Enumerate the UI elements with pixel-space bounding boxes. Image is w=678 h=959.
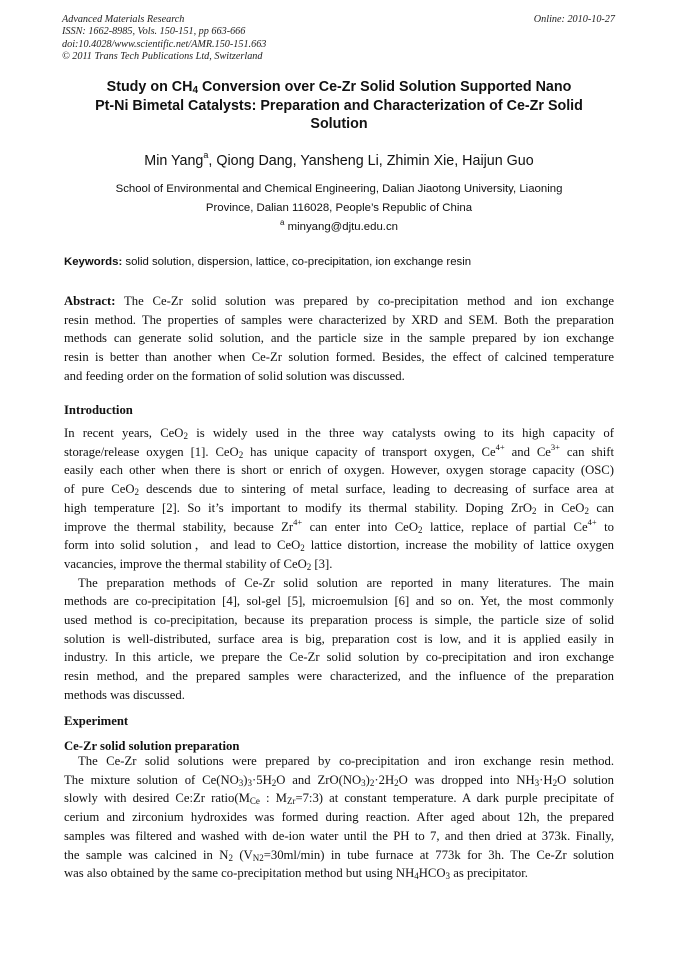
text-run: ) (243, 772, 248, 787)
text-run: 3 (361, 777, 366, 788)
text-run (64, 424, 614, 443)
text-run: 4+ (293, 516, 303, 527)
abstract-line: and feeding order on the formation of solid solution was discussed. (64, 368, 405, 383)
text-run: is widely used in the three way catalysts owing to its high capacity of (187, 426, 615, 440)
text-run: O solution (557, 772, 614, 787)
text-run: 2 (183, 431, 188, 441)
author-list (62, 152, 616, 170)
text-run (64, 518, 614, 537)
text-run: 3+ (550, 441, 560, 452)
text-run (64, 846, 614, 865)
text-run: Ce (249, 796, 260, 807)
text-run: O and ZrO(NO (276, 772, 362, 787)
text-run (64, 480, 614, 499)
text-run: ·5H (252, 772, 272, 787)
text-run: =30ml/min) in tube furnace at 773k for 3h. The Ce-Zr solution (263, 847, 614, 862)
keywords-label: Keywords: (64, 256, 123, 268)
title-part1: Study on CH (106, 79, 193, 95)
text-run: 4+ (495, 441, 505, 452)
text-run: in CeO (536, 500, 585, 515)
text-run: 2 (532, 505, 537, 516)
affiliation (62, 180, 616, 237)
copyright-line: © 2011 Trans Tech Publications Ltd, Switzerland (62, 51, 263, 63)
experiment-body (64, 752, 614, 883)
section-heading-introduction: Introduction (64, 403, 133, 417)
text-run: 3 (534, 777, 540, 788)
author-sup: a (203, 150, 209, 160)
text-run: samples was filtered and washed with de-ion water until the PH to 7, and then dried at 373k. Finally, (64, 828, 614, 843)
text-run (64, 864, 614, 883)
doi-line: doi:10.4028/www.scientific.net/AMR.150-151.663 (62, 38, 267, 50)
text-run: The Ce-Zr solid solutions were prepared by co-precipitation and iron exchange resin method. (78, 754, 614, 768)
text-run: to (596, 519, 614, 534)
text-run (64, 499, 614, 518)
text-run: 3 (445, 871, 451, 882)
text-run: slowly with desired Ce:Zr ratio(M (64, 791, 250, 806)
abstract (64, 292, 614, 386)
text-run: industry. In this article, we prepare the Ce-Zr solid solution by co-precipitation and iron exchange (64, 650, 614, 665)
online-date: Online: 2010-10-27 (533, 14, 615, 25)
text-run: 2 (228, 852, 233, 863)
text-run: 2 (306, 561, 312, 572)
text-run: 2 (271, 777, 277, 788)
introduction-body (64, 424, 614, 705)
text-run: easily each other when there is short or enrich of oxygen. However, oxygen storage capacity (OSC) (64, 463, 614, 478)
text-run (64, 789, 614, 808)
text-run: (V (232, 847, 253, 862)
text-run: : M (259, 791, 287, 806)
text-run: as precipitator. (450, 866, 528, 881)
text-run: vacancies, improve the thermal stability of CeO (64, 556, 307, 571)
text-run: high temperature [2]. So it’s important to modify its thermal stability. Doping ZrO (64, 500, 532, 515)
text-run: ·H (539, 772, 553, 787)
text-run: 3 (238, 777, 244, 788)
text-run: =7:3) at constant temperature. A dark purple precipitate of (295, 791, 615, 806)
text-run: used method is co-precipitation, because its preparation process is simple, the particle size of solid (64, 613, 614, 628)
text-run: methods are co-precipitation [4], sol-gel [5], microemulsion [6] and so on. Yet, the most commonly (64, 594, 614, 609)
text-run (64, 555, 614, 574)
author-first: Min Yang (144, 153, 204, 169)
text-run: can shift (559, 444, 614, 459)
text-run: 2 (417, 524, 423, 535)
abstract-label: Abstract: (64, 294, 116, 308)
text-run: and Ce (504, 444, 551, 459)
section-heading-experiment: Experiment (64, 714, 129, 728)
text-run: 3 (247, 777, 253, 788)
email-sup: a (280, 218, 285, 227)
text-run: was also obtained by the same co-precipitation method but using NH (64, 866, 415, 881)
text-run: 2 (134, 487, 140, 498)
issn-line: ISSN: 1662-8985, Vols. 150-151, pp 663-666 (62, 26, 246, 38)
abstract-line: resin is better than another when Ce-Zr solution formed. Besides, the effect of calcined temperature (64, 350, 614, 365)
keywords (64, 255, 616, 269)
email-address: minyang@djtu.edu.cn (287, 221, 398, 233)
text-run: descends due to sintering of metal surface, leading to decreasing of surface area at (139, 482, 614, 497)
text-run: 4 (414, 871, 419, 882)
title-part2: Conversion over Ce-Zr Solid Solution Supported Nano (198, 79, 572, 95)
text-run: can enter into CeO (302, 519, 418, 534)
affiliation-line1: School of Environmental and Chemical Engineering, Dalian Jiaotong University, Liaoning (115, 183, 563, 195)
text-run: 2 (552, 777, 558, 788)
text-run: 2 (238, 449, 244, 460)
text-run: storage/release oxygen [1]. CeO (64, 444, 239, 459)
title-line2: Pt-Ni Bimetal Catalysts: Preparation and Characterization of Ce-Zr Solid (95, 97, 583, 114)
text-run (64, 443, 614, 462)
text-run: solution is well-distributed, surface area is big, preparation cost is low, and it is applied easily in (64, 631, 614, 646)
affiliation-line2: Province, Dalian 116028, People’s Republic of China (205, 202, 473, 214)
text-run: Zr (286, 796, 296, 807)
text-run: ) (365, 772, 370, 787)
text-run: 2 (584, 505, 589, 516)
text-run: form into solid solution，and lead to CeO (64, 538, 301, 553)
text-run: the sample was calcined in N (64, 847, 229, 862)
text-run: can (588, 500, 614, 515)
journal-name: Advanced Materials Research (62, 14, 185, 25)
abstract-line: The Ce-Zr solid solution was prepared by co-precipitation method and ion exchange (115, 294, 614, 308)
keywords-text: solid solution, dispersion, lattice, co-precipitation, ion exchange resin (122, 256, 472, 268)
text-run: The mixture solution of Ce(NO (64, 772, 239, 787)
text-run: 2 (394, 777, 399, 788)
text-run (64, 536, 614, 555)
text-run (64, 771, 614, 790)
paper-title (62, 78, 616, 134)
text-run: lattice, replace of partial Ce (422, 519, 588, 534)
text-run: improve the thermal stability, because Zr (64, 519, 294, 534)
text-run: HCO (418, 866, 446, 881)
author-rest: , Qiong Dang, Yansheng Li, Zhimin Xie, Haijun Guo (208, 153, 534, 169)
text-run: cerium and zirconium hydroxides was formed during reaction. After aged about 12h, the prepared (64, 810, 614, 825)
text-run: lattice distortion, increase the mobility of lattice oxygen (304, 538, 614, 553)
title-sub: 4 (192, 85, 198, 96)
text-run: ·2H (374, 772, 395, 787)
text-run: methods was discussed. (64, 687, 185, 702)
title-line3: Solution (310, 116, 368, 133)
text-run (64, 292, 614, 311)
abstract-line: methods can generate solid solution, and the particle size in the sample prepared by ion exchange (64, 331, 614, 346)
journal-header (62, 14, 266, 64)
text-run: The preparation methods of Ce-Zr solid solution are reported in many literatures. The main (78, 575, 614, 590)
text-run: has unique capacity of transport oxygen, Ce (243, 444, 496, 459)
text-run: 2 (369, 777, 375, 788)
abstract-line: resin method. The properties of samples were characterized by XRD and SEM. Both the preparation (64, 312, 614, 327)
text-run: resin method, and the prepared samples were characterized, and the influence of the preparation (64, 669, 614, 684)
text-run: of pure CeO (64, 482, 135, 497)
text-run: [3]. (311, 556, 333, 571)
text-run: O was dropped into NH (398, 772, 535, 787)
text-run: 4+ (587, 516, 597, 527)
text-run: N2 (252, 852, 264, 863)
subsection-heading: Ce-Zr solid solution preparation (64, 739, 240, 753)
text-run: In recent years, CeO (64, 426, 184, 440)
text-run: 2 (300, 543, 305, 554)
